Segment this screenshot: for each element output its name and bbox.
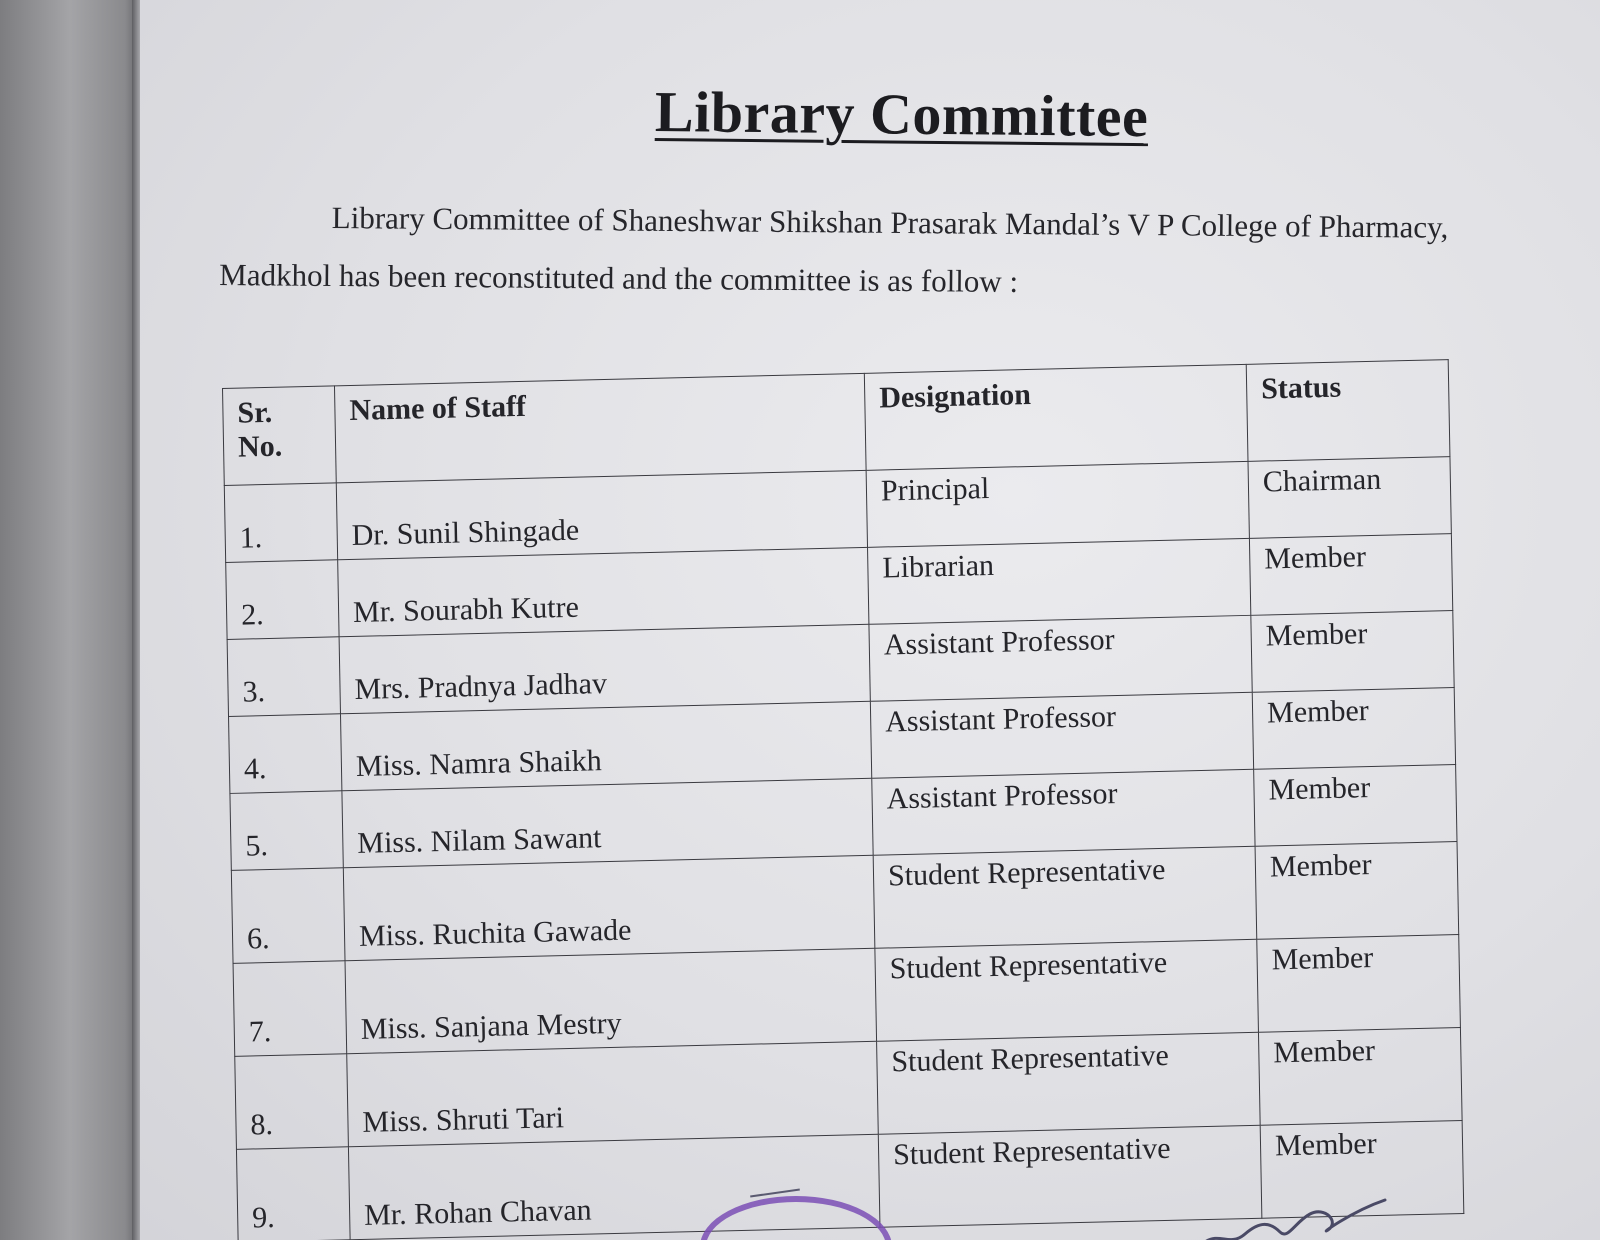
committee-table-container — [222, 359, 1463, 1240]
sr-cell: 7. — [233, 961, 347, 1057]
sr-cell: 2. — [226, 560, 339, 640]
name-cell: Miss. Shruti Tari — [347, 1041, 879, 1146]
name-cell: Mrs. Pradnya Jadhav — [339, 624, 870, 713]
name-cell: Miss. Sanjana Mestry — [345, 948, 877, 1053]
sr-cell: 1. — [224, 483, 337, 563]
sr-cell: 9. — [236, 1147, 350, 1240]
sr-cell: 3. — [227, 637, 340, 717]
name-cell: Mr. Rohan Chavan — [348, 1134, 880, 1239]
status-cell: Member — [1249, 534, 1452, 616]
sr-cell: 4. — [229, 714, 342, 794]
header-designation: Designation — [864, 364, 1248, 470]
status-cell: Member — [1257, 935, 1461, 1033]
status-cell: Member — [1255, 842, 1459, 940]
sr-cell: 8. — [235, 1054, 349, 1150]
status-cell: Member — [1258, 1028, 1462, 1126]
designation-cell: Student Representative — [873, 846, 1257, 948]
name-cell: Dr. Sunil Shingade — [336, 470, 867, 559]
designation-cell: Librarian — [868, 538, 1251, 624]
header-name-of-staff: Name of Staff — [334, 373, 866, 482]
committee-table — [222, 359, 1464, 1240]
status-cell: Chairman — [1248, 457, 1451, 539]
status-cell: Member — [1260, 1120, 1464, 1218]
sr-cell: 5. — [230, 791, 343, 871]
intro-line-2: Madkhol has been reconstituted and the committee is as follow : — [219, 256, 1019, 299]
header-sr-no: Sr. No. — [223, 386, 337, 486]
name-cell: Miss. Nilam Sawant — [342, 778, 873, 867]
status-cell: Member — [1251, 611, 1454, 693]
intro-paragraph — [219, 188, 1450, 315]
intro-line-1: Library Committee of Shaneshwar Shikshan Prasarak Mandal’s V P College of Pharmacy, — [331, 199, 1449, 245]
designation-cell: Assistant Professor — [872, 769, 1255, 855]
status-cell: Member — [1252, 688, 1455, 770]
header-status: Status — [1246, 360, 1450, 462]
designation-cell: Student Representative — [877, 1032, 1261, 1134]
name-cell: Miss. Ruchita Gawade — [343, 855, 875, 960]
page-title: Library Committee — [654, 79, 1149, 150]
status-cell: Member — [1254, 765, 1457, 847]
designation-cell: Student Representative — [878, 1125, 1262, 1227]
designation-cell: Student Representative — [875, 939, 1259, 1041]
designation-cell: Assistant Professor — [869, 615, 1252, 701]
sr-cell: 6. — [231, 868, 345, 964]
designation-cell: Principal — [866, 461, 1249, 547]
name-cell: Mr. Sourabh Kutre — [338, 547, 869, 636]
designation-cell: Assistant Professor — [870, 692, 1253, 778]
handwritten-signature-icon — [1200, 1192, 1390, 1240]
name-cell: Miss. Namra Shaikh — [340, 701, 871, 790]
